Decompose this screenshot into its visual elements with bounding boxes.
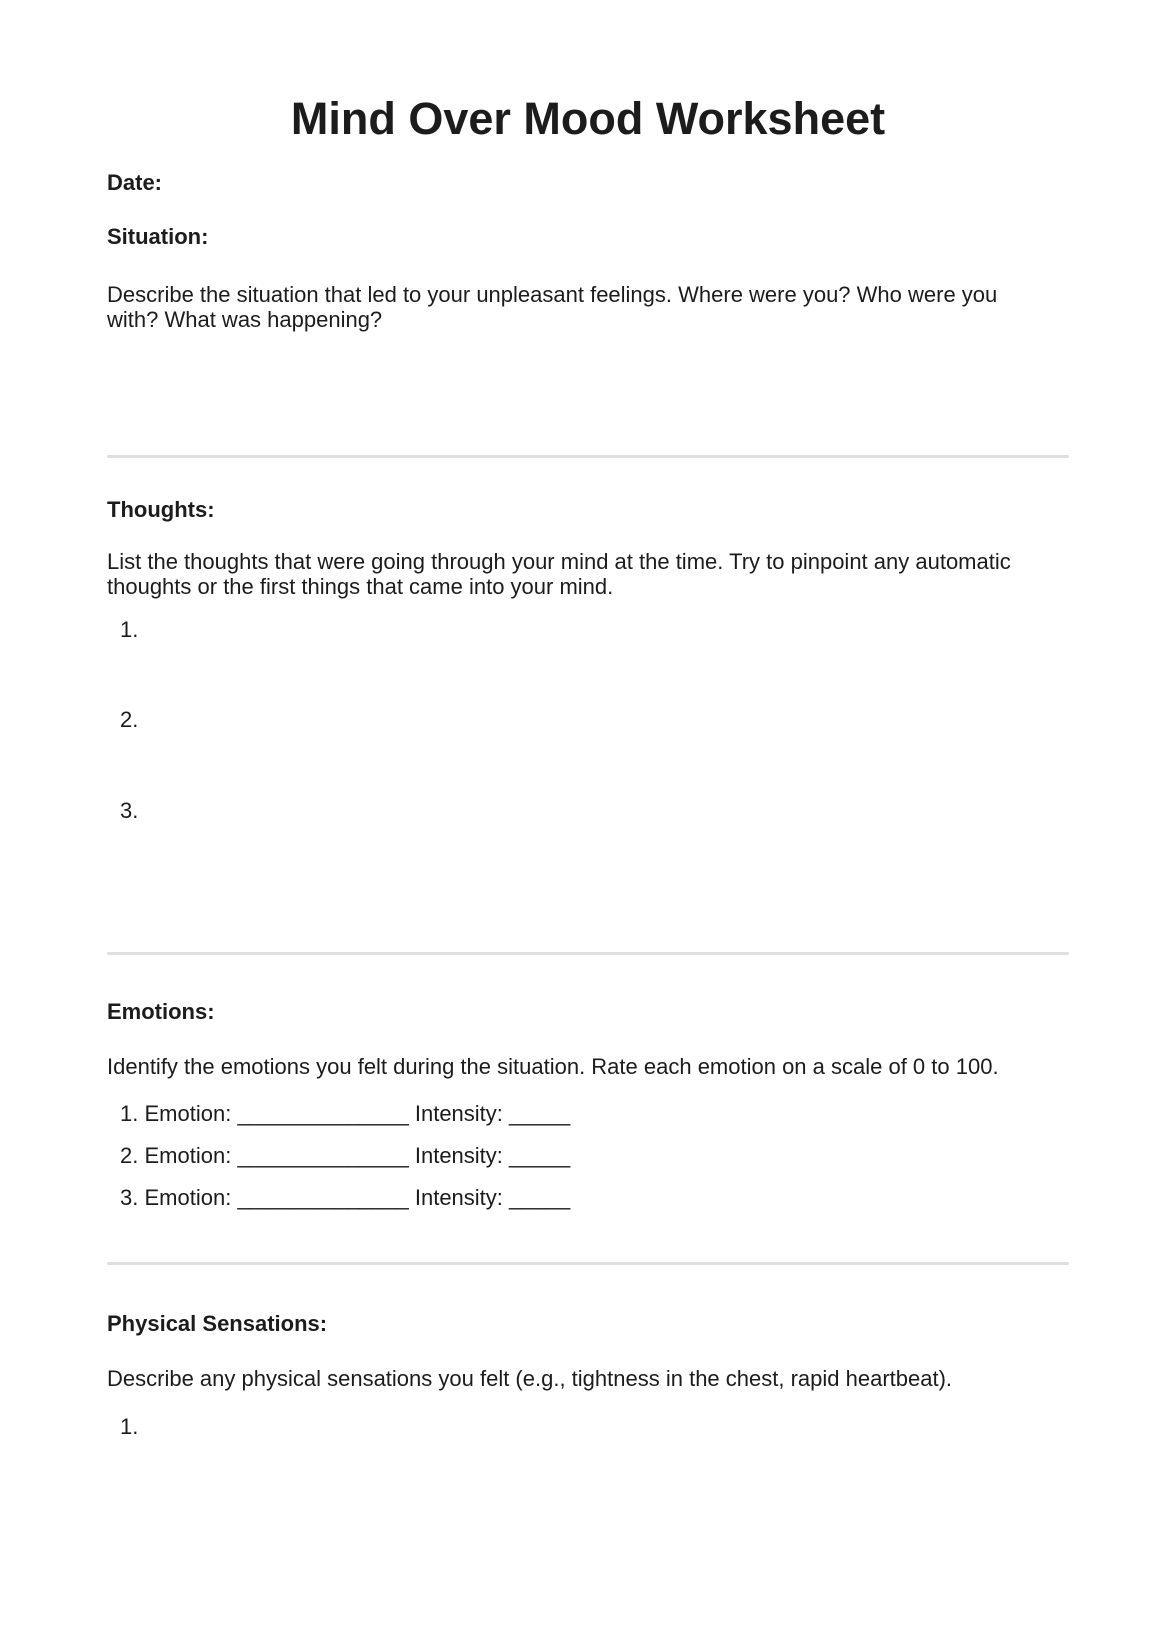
physical-sensations-description: Describe any physical sensations you felt (e.g., tightness in the chest, rapid heartbeat).: [107, 1366, 953, 1391]
intensity-blank-field[interactable]: _____: [509, 1143, 571, 1168]
thought-item-3[interactable]: 3.: [120, 798, 139, 823]
emotion-row-number: 1.: [120, 1101, 139, 1126]
situation-label: Situation:: [107, 224, 209, 249]
intensity-label: Intensity:: [414, 1143, 503, 1168]
emotion-blank-field[interactable]: ______________: [237, 1185, 409, 1210]
emotion-blank-field[interactable]: ______________: [237, 1143, 409, 1168]
emotion-row: [120, 1101, 1069, 1126]
section-divider: [107, 455, 1069, 458]
emotion-row-number: 3.: [120, 1185, 139, 1210]
emotions-description: Identify the emotions you felt during the situation. Rate each emotion on a scale of 0 to 100.: [107, 1054, 999, 1079]
emotion-blank-field[interactable]: ______________: [237, 1101, 409, 1126]
intensity-blank-field[interactable]: _____: [509, 1185, 571, 1210]
intensity-blank-field[interactable]: _____: [509, 1101, 571, 1126]
intensity-label: Intensity:: [414, 1185, 503, 1210]
emotion-label: Emotion:: [144, 1143, 232, 1168]
emotion-label: Emotion:: [144, 1185, 232, 1210]
section-divider: [107, 952, 1069, 955]
emotion-row: [120, 1185, 1069, 1210]
emotions-label: Emotions:: [107, 999, 215, 1024]
date-label: Date:: [107, 170, 163, 195]
thoughts-description: List the thoughts that were going through your mind at the time. Try to pinpoint any automatic thoughts or the first things that came into your mind.: [107, 549, 1011, 599]
thought-item-2[interactable]: 2.: [120, 707, 139, 732]
sensation-item-1[interactable]: 1.: [120, 1414, 139, 1439]
emotion-row: [120, 1143, 1069, 1168]
physical-sensations-label: Physical Sensations:: [107, 1311, 328, 1336]
thoughts-label: Thoughts:: [107, 497, 215, 522]
thought-item-1[interactable]: 1.: [120, 617, 139, 642]
section-divider: [107, 1262, 1069, 1265]
intensity-label: Intensity:: [414, 1101, 503, 1126]
emotion-label: Emotion:: [144, 1101, 232, 1126]
emotion-row-number: 2.: [120, 1143, 139, 1168]
situation-description: Describe the situation that led to your unpleasant feelings. Where were you? Who were you with? What was happening?: [107, 282, 998, 332]
page-title: Mind Over Mood Worksheet: [290, 93, 886, 144]
